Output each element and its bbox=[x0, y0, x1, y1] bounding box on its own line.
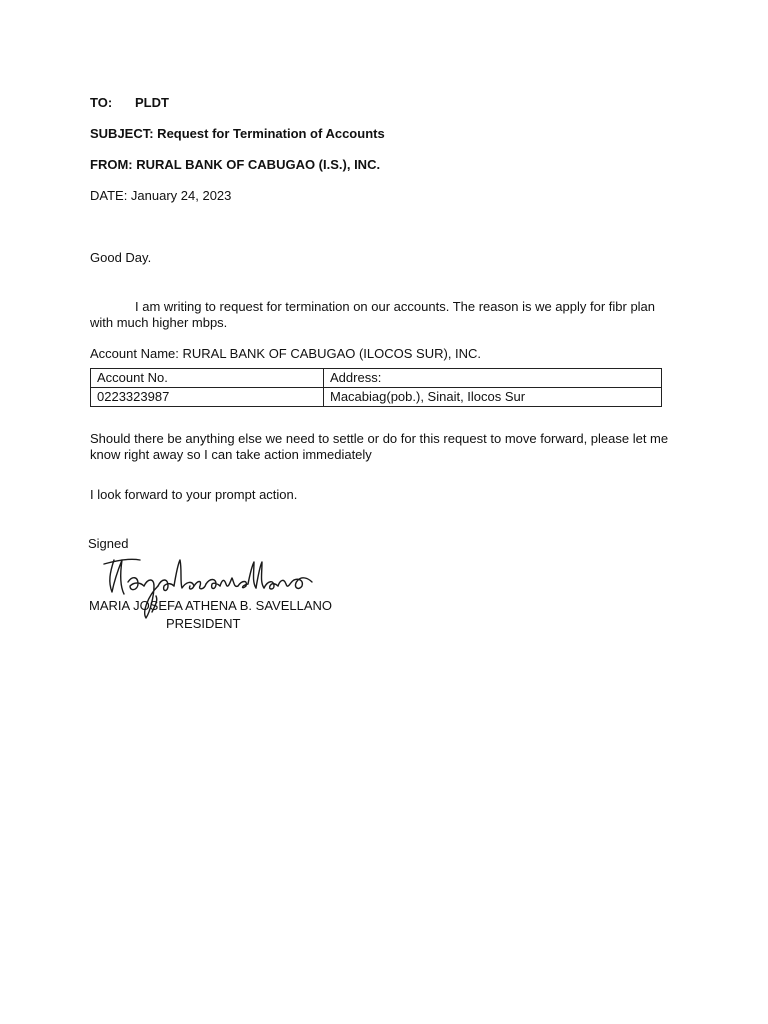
table-row bbox=[91, 388, 662, 407]
table-header-cell: Address: bbox=[324, 369, 662, 388]
signed-label: Signed bbox=[88, 536, 129, 551]
date-line: DATE: January 24, 2023 bbox=[90, 188, 232, 203]
to-recipient: PLDT bbox=[135, 95, 169, 110]
greeting: Good Day. bbox=[90, 250, 152, 265]
closing-line: I look forward to your prompt action. bbox=[90, 487, 298, 502]
paragraph-followup: Should there be anything else we need to settle or do for this request to move forward, please let me know right away so I can take action immediately bbox=[90, 431, 669, 462]
table-cell: Macabiag(pob.), Sinait, Ilocos Sur bbox=[324, 388, 662, 407]
account-name-line: Account Name: RURAL BANK OF CABUGAO (ILOCOS SUR), INC. bbox=[90, 346, 482, 361]
to-label: TO: bbox=[90, 95, 113, 110]
from-line: FROM: RURAL BANK OF CABUGAO (I.S.), INC. bbox=[90, 157, 381, 172]
table-header-row bbox=[91, 369, 662, 388]
signatory-title: PRESIDENT bbox=[166, 616, 241, 631]
signatory-name: MARIA JOSEFA ATHENA B. SAVELLANO bbox=[89, 598, 332, 613]
paragraph-request bbox=[90, 299, 675, 331]
table-header-cell: Account No. bbox=[91, 369, 324, 388]
table-cell: 0223323987 bbox=[91, 388, 324, 407]
accounts-table bbox=[90, 368, 662, 407]
paragraph-request-text: I am writing to request for termination on our accounts. The reason is we apply for fibr plan with much higher mbps. bbox=[90, 299, 656, 330]
to-line bbox=[90, 95, 169, 111]
subject-line: SUBJECT: Request for Termination of Accounts bbox=[90, 126, 385, 141]
